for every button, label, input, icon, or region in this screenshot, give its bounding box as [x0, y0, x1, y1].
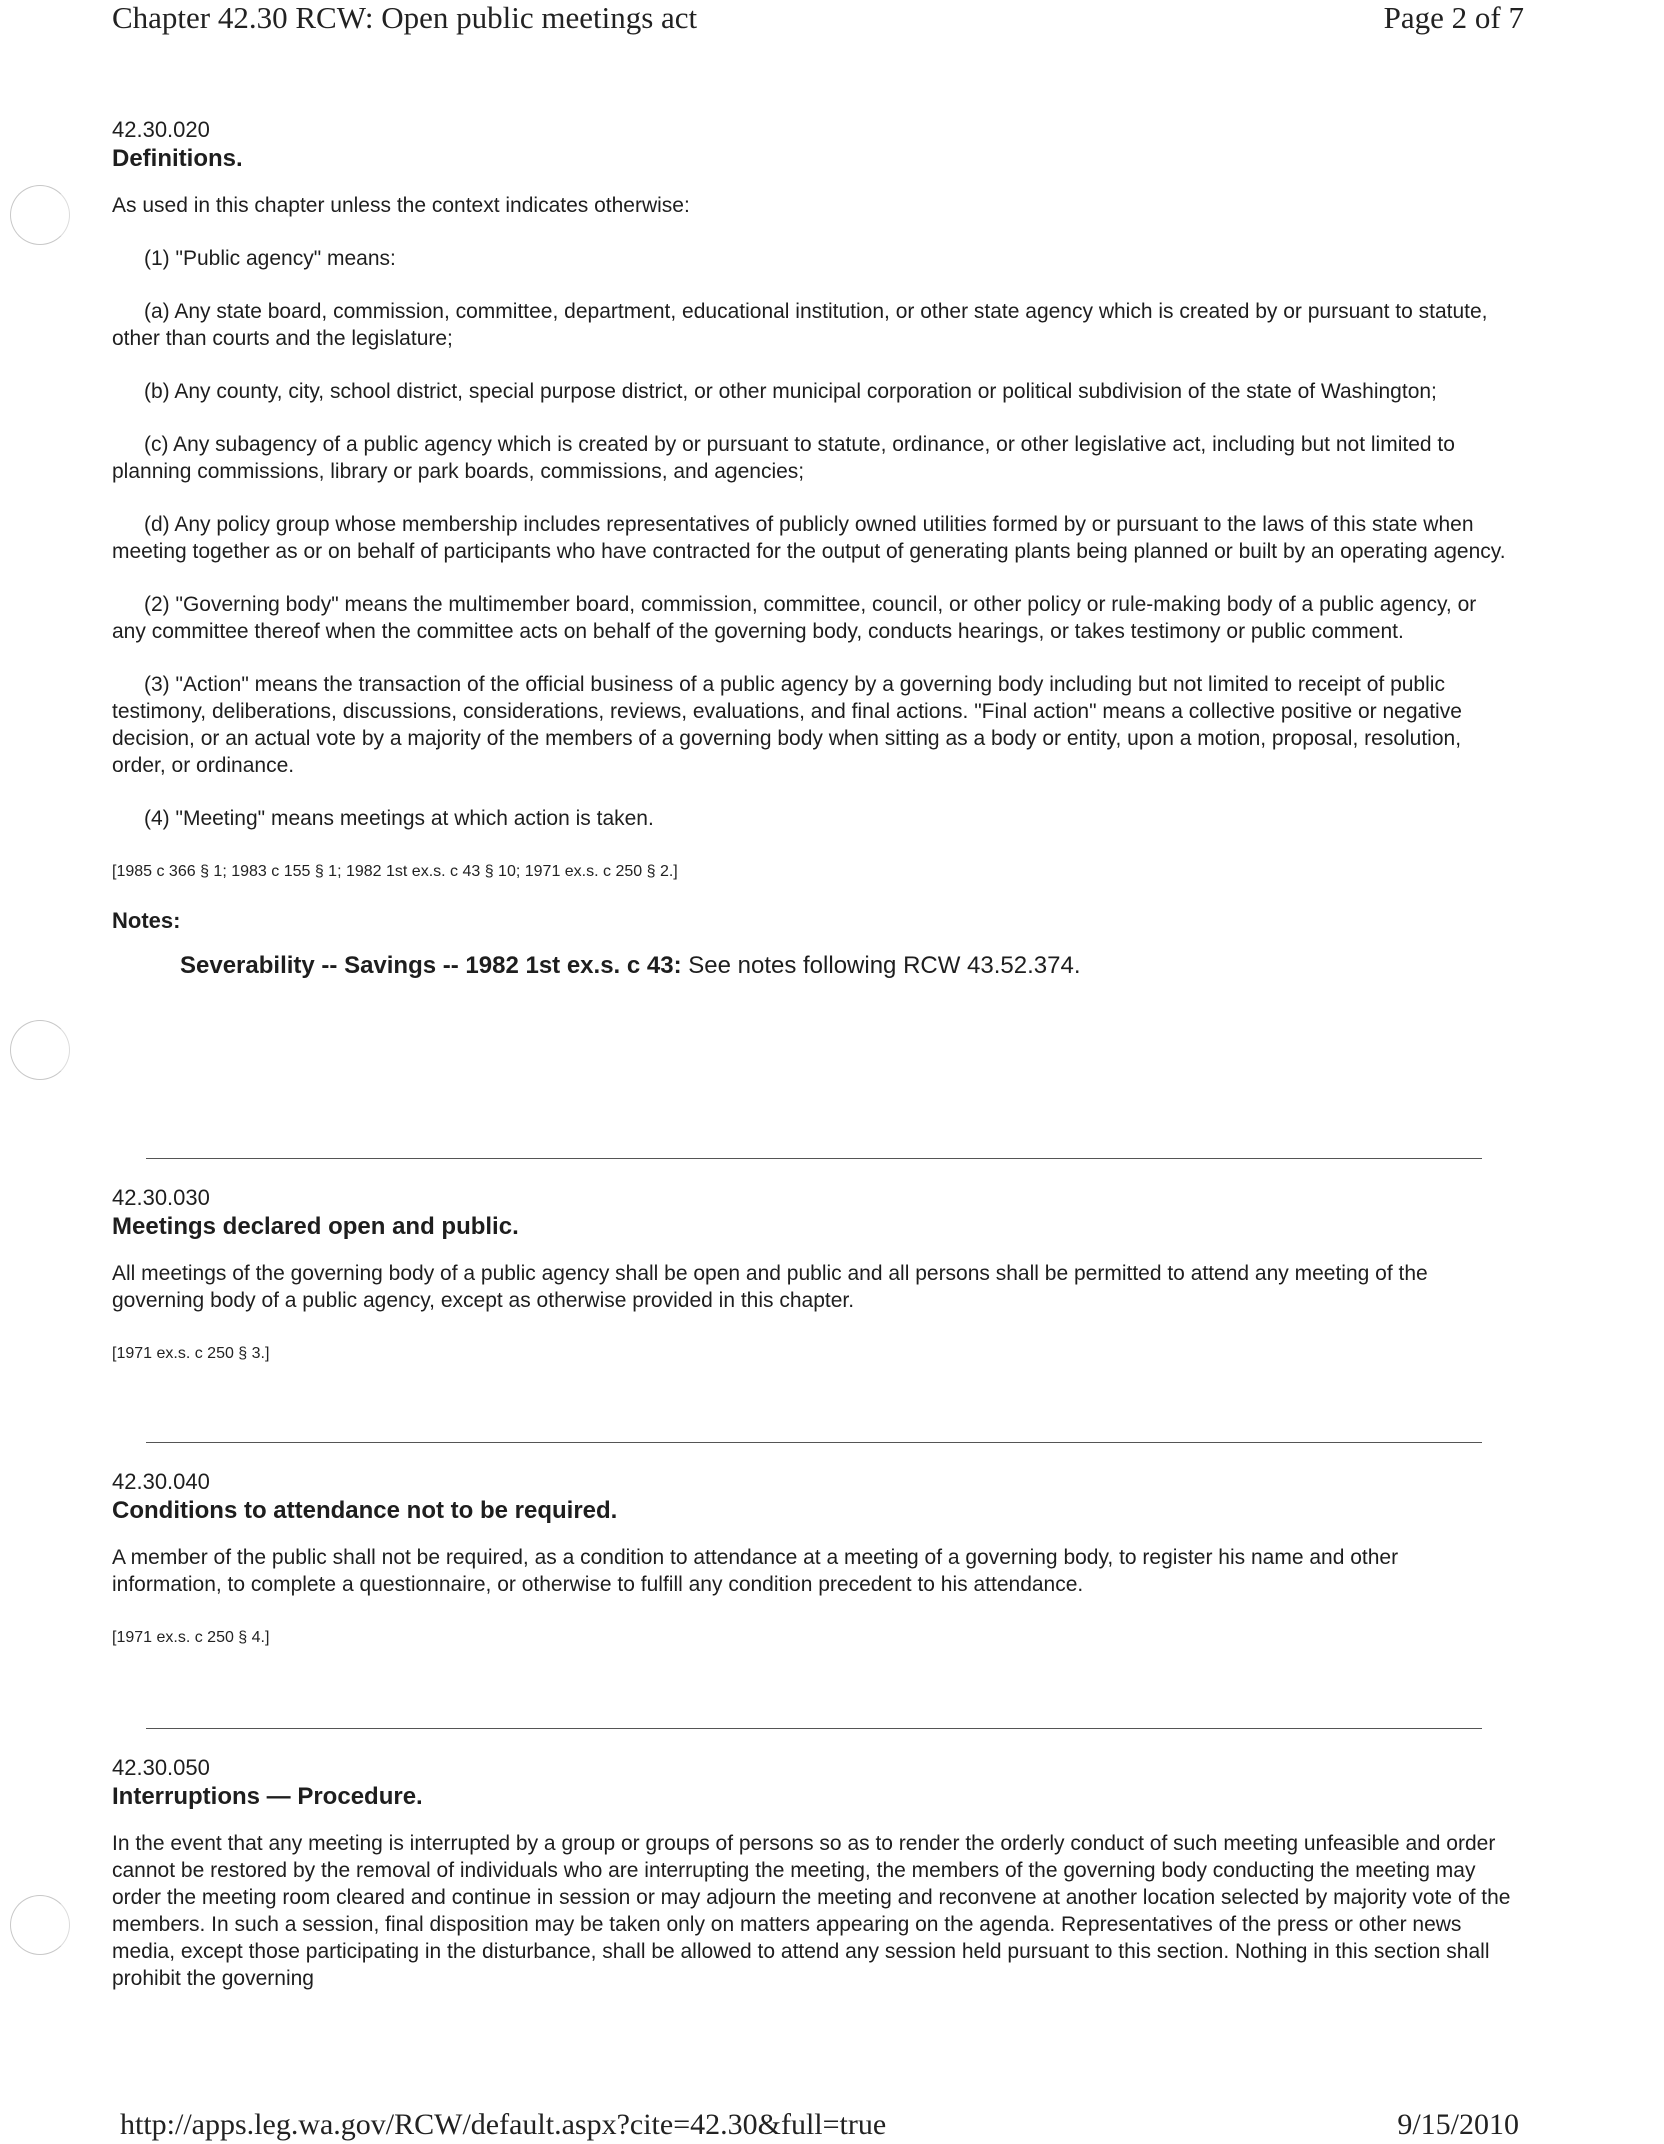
definition-paragraph: (1) "Public agency" means:: [144, 247, 396, 270]
section-citation: [1971 ex.s. c 250 § 3.]: [112, 1345, 270, 1362]
section-title: Interruptions — Procedure.: [112, 1783, 423, 1810]
section-number: 42.30.050: [112, 1755, 210, 1780]
note-line: [180, 952, 1512, 979]
section-number: 42.30.040: [112, 1469, 210, 1494]
section-42-30-020: [112, 116, 1512, 979]
definition-paragraph: (b) Any county, city, school district, special purpose district, or other municipal corporation or political subdivision of the state of Washington;: [144, 380, 1437, 403]
section-divider: [146, 1442, 1482, 1443]
note-heading: Severability -- Savings -- 1982 1st ex.s. c 43:: [180, 952, 682, 979]
print-header: [112, 0, 1524, 40]
section-number: 42.30.020: [112, 117, 210, 142]
section-number: 42.30.030: [112, 1185, 210, 1210]
section-title: Conditions to attendance not to be required.: [112, 1497, 618, 1524]
header-title: Chapter 42.30 RCW: Open public meetings act: [112, 0, 698, 35]
section-body: In the event that any meeting is interrupted by a group or groups of persons so as to render the orderly conduct of such meeting unfeasible and order cannot be restored by the removal of individuals who are interrupting the meeting, the members of the governing body conducting the meeting may order the meeting room cleared and continue in session or may adjourn the meeting and reconvene at another location selected by majority vote of the members. In such a session, final disposition may be taken only on matters appearing on the agenda. Representatives of the press or other news media, except those participating in the disturbance, shall be allowed to attend any session held pursuant to this section. Nothing in this section shall prohibit the governing: [112, 1832, 1511, 1990]
definition-paragraph: (a) Any state board, commission, committee, department, educational institution, or other state agency which is created by or pursuant to statute, other than courts and the legislature;: [112, 300, 1488, 350]
definition-paragraph: (3) "Action" means the transaction of the official business of a public agency by a governing body including but not limited to receipt of public testimony, deliberations, discussions, considerations, reviews, evaluations, and final actions. "Final action" means a collective positive or negative decision, or an actual vote by a majority of the members of a governing body when sitting as a body or entity, upon a motion, proposal, resolution, order, or ordinance.: [112, 673, 1462, 777]
definition-paragraph: (c) Any subagency of a public agency which is created by or pursuant to statute, ordinance, or other legislative act, including but not limited to planning commissions, library or park boards, commissions, and agencies;: [112, 433, 1455, 483]
section-body: All meetings of the governing body of a public agency shall be open and public and all persons shall be permitted to attend any meeting of the governing body of a public agency, except as otherwise provided in this chapter.: [112, 1262, 1428, 1312]
definition-paragraph: (4) "Meeting" means meetings at which action is taken.: [144, 807, 654, 830]
note-text: See notes following RCW 43.52.374.: [681, 952, 1081, 979]
definition-paragraph: (d) Any policy group whose membership includes representatives of publicly owned utilities formed by or pursuant to the laws of this state when meeting together as or on behalf of participants who have contracted for the output of generating plants being planned or built by an operating agency.: [112, 513, 1506, 563]
section-citation: [1985 c 366 § 1; 1983 c 155 § 1; 1982 1st ex.s. c 43 § 10; 1971 ex.s. c 250 § 2.]: [112, 863, 678, 880]
punch-hole-bottom: [10, 1895, 70, 1955]
footer-date: 9/15/2010: [1397, 2108, 1519, 2141]
definition-paragraph: (2) "Governing body" means the multimember board, commission, committee, council, or other policy or rule-making body of a public agency, or any committee thereof when the committee acts on behalf of the governing body, conducts hearings, or takes testimony or public comment.: [112, 593, 1477, 643]
section-42-30-040: [112, 1468, 1512, 1673]
section-intro: As used in this chapter unless the context indicates otherwise:: [112, 194, 690, 217]
section-body: A member of the public shall not be required, as a condition to attendance at a meeting of a governing body, to register his name and other information, to complete a questionnaire, or otherwise to fulfill any condition precedent to his attendance.: [112, 1546, 1399, 1596]
notes-label: Notes:: [112, 908, 181, 933]
footer-url: http://apps.leg.wa.gov/RCW/default.aspx?cite=42.30&full=true: [120, 2108, 887, 2141]
section-title: Definitions.: [112, 145, 243, 172]
section-citation: [1971 ex.s. c 250 § 4.]: [112, 1629, 270, 1646]
header-page-number: Page 2 of 7: [1383, 0, 1524, 35]
punch-hole-top: [10, 185, 70, 245]
section-title: Meetings declared open and public.: [112, 1213, 519, 1240]
print-footer: [120, 2108, 1519, 2144]
punch-hole-middle: [10, 1020, 70, 1080]
section-divider: [146, 1158, 1482, 1159]
section-42-30-030: [112, 1184, 1512, 1389]
section-divider: [146, 1728, 1482, 1729]
section-42-30-050: [112, 1754, 1512, 2018]
